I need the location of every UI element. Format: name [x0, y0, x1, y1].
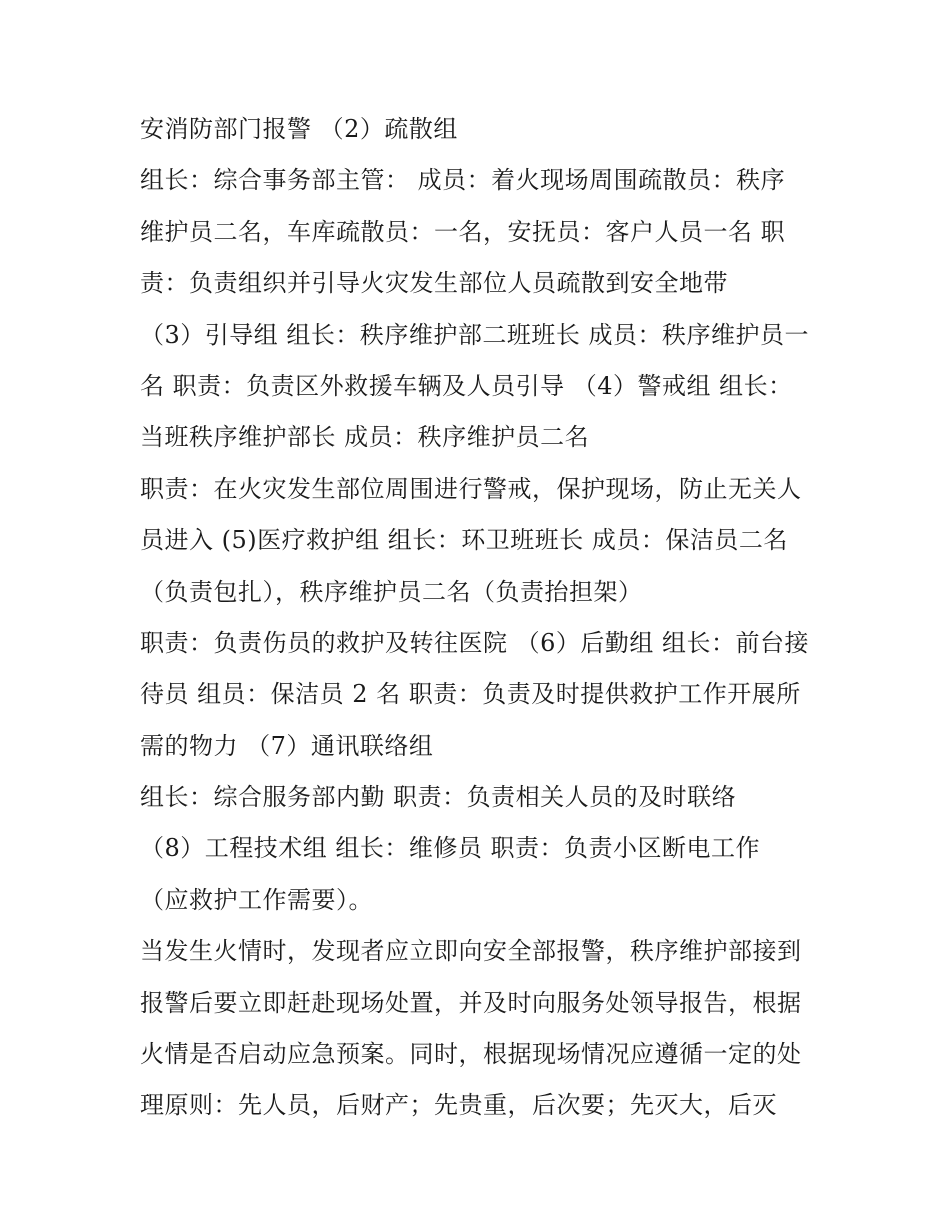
document-body — [140, 104, 830, 1132]
text-line: 安消防部门报警 （2）疏散组 — [140, 115, 458, 143]
text-line: （8）工程技术组 组长：维修员 职责：负责小区断电工作 — [140, 834, 761, 863]
text-line: （3）引导组 组长：秩序维护部二班班长 成员：秩序维护员一 — [140, 320, 810, 349]
text-line: 职责：负责伤员的救护及转往医院 （6）后勤组 组长：前台接 — [140, 628, 810, 657]
text-line: 报警后要立即赶赴现场处置，并及时向服务处领导报告，根据 — [140, 988, 802, 1017]
text-line: 责：负责组织并引导火灾发生部位人员疏散到安全地带 — [140, 269, 728, 298]
text-line: （负责包扎），秩序维护员二名（负责抬担架） — [140, 577, 643, 606]
text-line: 当班秩序维护部长 成员：秩序维护员二名 — [140, 423, 590, 452]
text-line: 火情是否启动应急预案。同时，根据现场情况应遵循一定的处 — [140, 1040, 802, 1069]
text-line: （应救护工作需要）。 — [140, 885, 373, 914]
text-line: 名 职责：负责区外救援车辆及人员引导 （4）警戒组 组长： — [140, 371, 793, 400]
text-line: 组长：综合服务部内勤 职责：负责相关人员的及时联络 — [140, 783, 737, 812]
text-line: 职责：在火灾发生部位周围进行警戒，保护现场，防止无关人 — [140, 474, 802, 503]
text-line: 当发生火情时，发现者应立即向安全部报警，秩序维护部接到 — [140, 937, 802, 966]
text-line: 员进入 (5)医疗救护组 组长：环卫班班长 成员：保洁员二名 — [140, 526, 788, 555]
text-line: 组长：综合事务部主管： 成员：着火现场周围疏散员：秩序 — [140, 166, 786, 195]
text-line: 待员 组员：保洁员 2 名 职责：负责及时提供救护工作开展所 — [140, 680, 801, 709]
text-line: 维护员二名，车库疏散员：一名，安抚员：客户人员一名 职 — [140, 217, 786, 246]
text-line: 理原则：先人员，后财产；先贵重，后次要；先灭大，后灭 — [140, 1091, 777, 1120]
text-line: 需的物力 （7）通讯联络组 — [140, 731, 434, 760]
